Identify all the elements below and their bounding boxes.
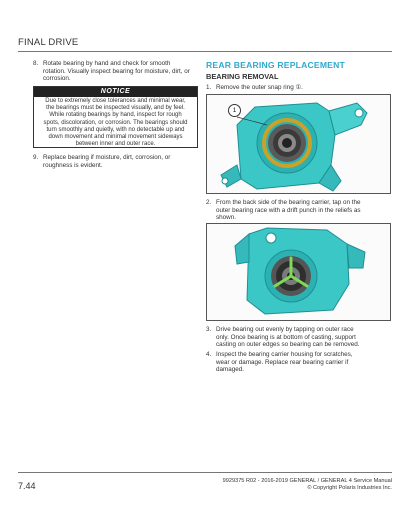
step-9 [33,154,203,170]
figure-outer-snap-ring [206,94,391,194]
step-8-line: Rotate bearing by hand and check for smooth [43,60,171,67]
step-4-line: Inspect the bearing carrier housing for scratches, [216,351,353,358]
notice-text [36,98,195,148]
step-1-text: Remove the outer snap ring ①. [216,84,303,91]
notice-label: NOTICE [34,87,197,97]
subsection-title: BEARING REMOVAL [206,72,279,81]
notice-line: the bearings must be inspected visually, and by feel. [46,105,185,112]
step-3-line: only. Once bearing is at bottom of casting, support [216,333,356,341]
notice-line: While rotating bearings by hand, inspect for rough [49,112,182,119]
figure-drift-punch-reliefs [206,223,391,321]
notice-line: turn smoothly and quietly, with no detectable up and [46,126,185,133]
step-1 [206,84,386,93]
notice-box [33,86,198,148]
step-number: 9. [33,154,39,161]
step-2-line: From the back side of the bearing carrier, tap on the [216,199,361,206]
header-divider [18,51,392,52]
notice-line: down movement and minimal movement sideways [48,134,183,141]
step-3-line: casting on outer edges so bearing can be removed. [216,341,360,349]
step-number: 1. [206,84,212,91]
footer-doc-line: 9929375 R02 - 2016-2019 GENERAL / GENERAL 4 Service Manual [222,478,392,484]
step-8-line: rotation. Visually inspect bearing for moisture, dirt, or [43,67,190,75]
footer-copyright: © Copyright Polaris Industries Inc. [307,485,392,491]
callout-marker: 1 [228,104,241,117]
notice-line: spots, discoloration, or corrosion. The bearings should [43,119,188,126]
step-3-line: Drive bearing out evenly by tapping on outer race [216,326,354,333]
step-3 [206,326,386,350]
notice-line: between inner and outer race. [75,141,156,148]
section-title: REAR BEARING REPLACEMENT [206,60,345,70]
step-number: 8. [33,60,39,67]
step-number: 2. [206,199,212,206]
step-number: 3. [206,326,212,333]
step-9-line: Replace bearing if moisture, dirt, corrosion, or [43,154,171,161]
page-header-title: FINAL DRIVE [18,37,79,48]
step-4 [206,351,386,375]
step-2 [206,199,386,223]
footer-text [223,478,392,492]
step-9-line: roughness is evident. [43,161,103,169]
bearing-carrier-back-illustration [207,224,390,320]
step-8-line: corrosion. [43,75,71,83]
step-2-line: shown. [216,214,236,222]
step-8 [33,60,203,84]
page-number: 7.44 [18,481,36,491]
step-4-line: wear or damage. Replace rear bearing carrier if [216,358,349,366]
step-2-line: outer bearing race with a drift punch in the reliefs as [216,206,361,214]
step-number: 4. [206,351,212,358]
footer-divider [18,472,392,473]
step-4-line: damaged. [216,366,245,374]
notice-line: Due to extremely close tolerances and minimal wear, [45,98,186,104]
